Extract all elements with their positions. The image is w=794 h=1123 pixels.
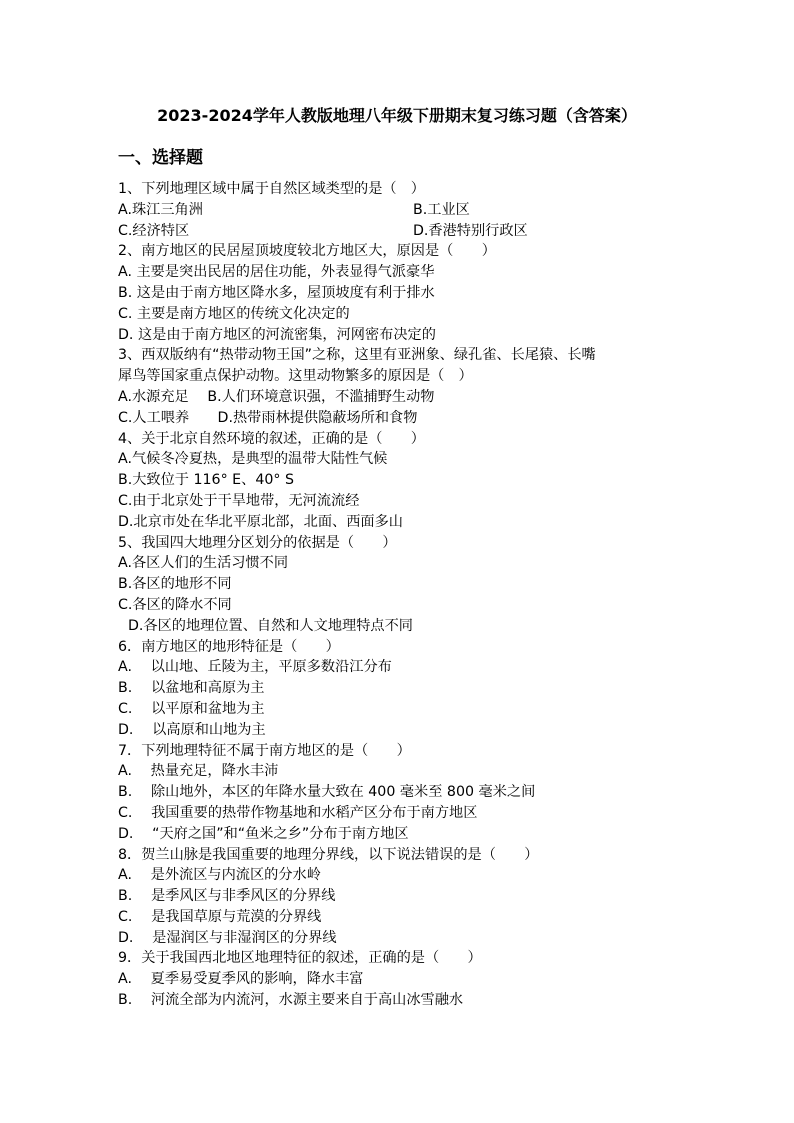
question-stem: 6．南方地区的地形特征是（ ） [118,638,340,655]
option-c: C.经济特区 [118,222,190,239]
option-row [118,200,718,221]
option-c: C.由于北京处于干旱地带，无河流流经 [118,492,360,509]
option-b: B.各区的地形不同 [118,576,232,593]
option-d: D.香港特别行政区 [413,222,528,239]
question-9 [118,948,718,1010]
option-row-cd: C.人工喂养 D.热带雨林提供隐蔽场所和食物 [118,409,418,426]
option-c: C. 是我国草原与荒漠的分界线 [118,908,322,925]
question-6 [118,637,718,741]
option-d: D. “天府之国”和“鱼米之乡”分布于南方地区 [118,825,409,842]
option-a: A. 以山地、丘陵为主，平原多数沿江分布 [118,659,392,676]
question-7 [118,741,718,845]
section-heading: 一、选择题 [118,148,203,168]
question-4 [118,429,718,533]
option-d: D.各区的地理位置、自然和人文地理特点不同 [128,617,413,634]
question-stem: 5、我国四大地理分区划分的依据是（ ） [118,534,397,551]
question-1 [118,179,718,241]
option-d: D.北京市处在华北平原北部，北面、西面多山 [118,513,403,530]
question-stem: 2、南方地区的民居屋顶坡度较北方地区大，原因是（ ） [118,243,496,260]
question-stem: 7．下列地理特征不属于南方地区的是（ ） [118,742,411,759]
question-stem: 3、西双版纳有“热带动物王国”之称，这里有亚洲象、绿孔雀、长尾猿、长嘴 [118,347,596,364]
question-stem-continued: 犀鸟等国家重点保护动物。这里动物繁多的原因是（ ） [118,368,473,385]
option-d: D. 这是由于南方地区的河流密集，河网密布决定的 [118,326,436,343]
option-c: C. 我国重要的热带作物基地和水稻产区分布于南方地区 [118,804,478,821]
option-b: B. 以盆地和高原为主 [118,680,265,697]
question-3 [118,345,718,428]
question-5 [118,533,718,637]
option-row [118,221,718,242]
question-stem: 1、下列地理区域中属于自然区域类型的是（ ） [118,181,425,197]
question-2 [118,241,718,345]
option-b: B.工业区 [413,201,470,218]
option-b: B. 是季风区与非季风区的分界线 [118,888,336,905]
option-a: A.珠江三角洲 [118,201,203,218]
option-b: B. 这是由于南方地区降水多，屋顶坡度有利于排水 [118,284,435,301]
option-b: B. 河流全部为内流河，水源主要来自于高山冰雪融水 [118,992,464,1009]
option-a: A. 是外流区与内流区的分水岭 [118,867,321,884]
option-b: B.大致位于 116° E、40° S [118,472,295,489]
document-title: 2023-2024学年人教版地理八年级下册期末复习练习题（含答案） [157,106,637,125]
option-a: A. 主要是突出民居的居住功能，外表显得气派豪华 [118,264,435,281]
option-d: D. 是湿润区与非湿润区的分界线 [118,929,337,946]
question-stem: 4、关于北京自然环境的叙述，正确的是（ ） [118,430,425,447]
option-c: C. 以平原和盆地为主 [118,700,265,717]
option-a: A.各区人们的生活习惯不同 [118,555,289,572]
option-a: A.气候冬冷夏热，是典型的温带大陆性气候 [118,451,388,468]
option-row-ab: A.水源充足 B.人们环境意识强，不滥捕野生动物 [118,388,435,405]
question-stem: 8．贺兰山脉是我国重要的地理分界线，以下说法错误的是（ ） [118,846,539,863]
option-c: C.各区的降水不同 [118,596,232,613]
question-stem: 9．关于我国西北地区地理特征的叙述，正确的是（ ） [118,950,482,967]
question-8 [118,845,718,949]
option-c: C. 主要是南方地区的传统文化决定的 [118,305,350,322]
option-a: A. 夏季易受夏季风的影响，降水丰富 [118,971,364,988]
question-list [118,179,718,1011]
option-b: B. 除山地外，本区的年降水量大致在 400 毫米至 800 毫米之间 [118,784,536,801]
option-a: A. 热量充足，降水丰沛 [118,763,279,780]
option-d: D. 以高原和山地为主 [118,721,266,738]
